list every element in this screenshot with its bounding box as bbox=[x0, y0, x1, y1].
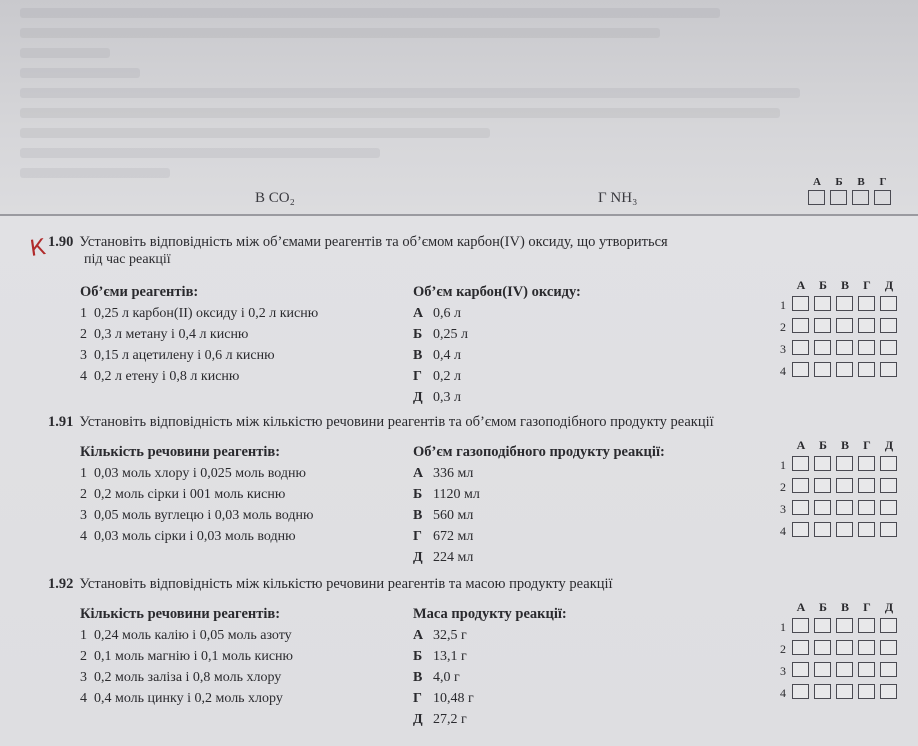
reagent-index: 2 bbox=[80, 327, 87, 342]
answer-grid bbox=[770, 600, 910, 710]
grid-row-number: 2 bbox=[780, 320, 786, 334]
answer-cell[interactable] bbox=[814, 296, 831, 311]
answer-cell[interactable] bbox=[792, 318, 809, 333]
right-column-header: Об’єм карбон(IV) оксиду: bbox=[413, 284, 581, 300]
answer-option bbox=[413, 369, 461, 385]
answer-cell[interactable] bbox=[814, 640, 831, 655]
answer-cell[interactable] bbox=[836, 456, 853, 471]
answer-cell[interactable] bbox=[814, 684, 831, 699]
grid-row-number: 3 bbox=[780, 664, 786, 678]
reagent-text: 0,2 л етену і 0,8 л кисню bbox=[94, 369, 240, 384]
option-value: 0,6 л bbox=[433, 306, 461, 321]
answer-cell[interactable] bbox=[836, 478, 853, 493]
answer-cell[interactable] bbox=[814, 618, 831, 633]
reagent-index: 2 bbox=[80, 487, 87, 502]
grid-column-header: Г bbox=[863, 278, 871, 292]
answer-cell[interactable] bbox=[792, 456, 809, 471]
answer-option bbox=[413, 529, 473, 545]
grid-column-header: Д bbox=[884, 600, 894, 614]
reagent-item bbox=[80, 487, 285, 503]
reagent-index: 4 bbox=[80, 369, 87, 384]
reagent-item bbox=[80, 369, 239, 385]
previous-option-g: Г NH₃ bbox=[598, 190, 638, 206]
reagent-item bbox=[80, 466, 306, 482]
answer-cell[interactable] bbox=[836, 296, 853, 311]
answer-cell[interactable] bbox=[858, 362, 875, 377]
option-letter: Б bbox=[413, 649, 423, 664]
previous-page bbox=[0, 0, 918, 215]
grid-column-header: В bbox=[840, 438, 849, 452]
answer-cell[interactable] bbox=[792, 296, 809, 311]
answer-cell[interactable] bbox=[880, 522, 897, 537]
previous-answer-cell[interactable] bbox=[830, 190, 847, 205]
right-column-header: Маса продукту реакції: bbox=[413, 606, 567, 622]
answer-cell[interactable] bbox=[814, 662, 831, 677]
task-number: 1.92 bbox=[48, 576, 74, 592]
answer-cell[interactable] bbox=[792, 684, 809, 699]
grid-column-header: А bbox=[796, 438, 806, 452]
answer-cell[interactable] bbox=[792, 340, 809, 355]
option-value: 13,1 г bbox=[433, 649, 467, 664]
answer-option bbox=[413, 508, 473, 524]
option-value: 10,48 г bbox=[433, 691, 474, 706]
answer-cell[interactable] bbox=[836, 640, 853, 655]
reagent-item bbox=[80, 508, 313, 524]
answer-cell[interactable] bbox=[814, 318, 831, 333]
answer-cell[interactable] bbox=[792, 662, 809, 677]
previous-answer-cell[interactable] bbox=[852, 190, 869, 205]
reagent-text: 0,2 моль сірки і 001 моль кисню bbox=[94, 487, 286, 502]
answer-cell[interactable] bbox=[880, 362, 897, 377]
answer-option bbox=[413, 390, 461, 406]
task-question: Установіть відповідність між кількістю речовини реагентів та масою продукту реакції bbox=[79, 576, 613, 592]
reagent-text: 0,4 моль цинку і 0,2 моль хлору bbox=[94, 691, 283, 706]
reagent-item bbox=[80, 306, 318, 322]
option-value: 4,0 г bbox=[433, 670, 460, 685]
answer-cell[interactable] bbox=[836, 522, 853, 537]
reagent-index: 3 bbox=[80, 348, 87, 363]
answer-grid bbox=[770, 278, 910, 388]
answer-option bbox=[413, 649, 467, 665]
answer-cell[interactable] bbox=[814, 456, 831, 471]
grid-row-number: 3 bbox=[780, 502, 786, 516]
answer-cell[interactable] bbox=[858, 500, 875, 515]
option-value: 27,2 г bbox=[433, 712, 467, 727]
option-letter: А bbox=[413, 306, 424, 321]
answer-cell[interactable] bbox=[880, 456, 897, 471]
previous-grid-header: А bbox=[813, 176, 821, 188]
grid-row-number: 3 bbox=[780, 342, 786, 356]
answer-cell[interactable] bbox=[792, 640, 809, 655]
answer-cell[interactable] bbox=[880, 662, 897, 677]
answer-cell[interactable] bbox=[792, 618, 809, 633]
answer-cell[interactable] bbox=[836, 684, 853, 699]
answer-cell[interactable] bbox=[880, 500, 897, 515]
task-question-line2: під час реакції bbox=[84, 252, 171, 267]
reagent-text: 0,3 л метану і 0,4 л кисню bbox=[94, 327, 249, 342]
reagent-text: 0,15 л ацетилену і 0,6 л кисню bbox=[94, 348, 275, 363]
grid-column-header: В bbox=[840, 278, 849, 292]
task-number: 1.91 bbox=[48, 414, 74, 430]
previous-answer-cell[interactable] bbox=[874, 190, 891, 205]
task-number: 1.90 bbox=[48, 234, 74, 250]
answer-cell[interactable] bbox=[814, 500, 831, 515]
answer-cell[interactable] bbox=[858, 340, 875, 355]
option-value: 560 мл bbox=[433, 508, 474, 523]
answer-option bbox=[413, 670, 460, 686]
grid-row-number: 4 bbox=[780, 686, 786, 700]
answer-cell[interactable] bbox=[880, 296, 897, 311]
grid-column-header: Б bbox=[819, 438, 827, 452]
answer-cell[interactable] bbox=[792, 522, 809, 537]
reagent-item bbox=[80, 649, 293, 665]
option-value: 0,3 л bbox=[433, 390, 461, 405]
answer-cell[interactable] bbox=[792, 362, 809, 377]
grid-column-header: Б bbox=[819, 600, 827, 614]
option-value: 32,5 г bbox=[433, 628, 467, 643]
answer-cell[interactable] bbox=[858, 640, 875, 655]
task-1-90-title bbox=[48, 234, 898, 251]
answer-option bbox=[413, 628, 467, 644]
option-letter: Д bbox=[413, 390, 423, 405]
answer-cell[interactable] bbox=[836, 362, 853, 377]
reagent-text: 0,03 моль хлору і 0,025 моль водню bbox=[94, 466, 306, 481]
option-letter: Г bbox=[413, 691, 422, 706]
reagent-item bbox=[80, 529, 296, 545]
option-value: 224 мл bbox=[433, 550, 474, 565]
left-column-header: Кількість речовини реагентів: bbox=[80, 606, 281, 622]
answer-option bbox=[413, 691, 474, 707]
answer-cell[interactable] bbox=[880, 684, 897, 699]
answer-cell[interactable] bbox=[836, 318, 853, 333]
left-column-header: Кількість речовини реагентів: bbox=[80, 444, 281, 460]
previous-grid-header: В bbox=[857, 176, 865, 188]
correction-mark: К bbox=[28, 235, 48, 262]
answer-option bbox=[413, 487, 480, 503]
answer-cell[interactable] bbox=[814, 478, 831, 493]
right-column-header: Об’єм газоподібного продукту реакції: bbox=[413, 444, 665, 460]
reagent-text: 0,1 моль магнію і 0,1 моль кисню bbox=[94, 649, 294, 664]
option-value: 0,2 л bbox=[433, 369, 461, 384]
answer-cell[interactable] bbox=[792, 500, 809, 515]
option-letter: Д bbox=[413, 712, 423, 727]
answer-cell[interactable] bbox=[836, 500, 853, 515]
option-letter: Б bbox=[413, 327, 423, 342]
grid-row-number: 2 bbox=[780, 642, 786, 656]
grid-row-number: 1 bbox=[780, 298, 786, 312]
textbook-page bbox=[0, 214, 918, 746]
option-letter: В bbox=[413, 670, 423, 685]
reagent-text: 0,24 моль калію і 0,05 моль азоту bbox=[94, 628, 292, 643]
option-value: 0,25 л bbox=[433, 327, 468, 342]
reagent-item bbox=[80, 670, 281, 686]
option-letter: А bbox=[413, 628, 424, 643]
previous-option-b: В CO₂ bbox=[255, 190, 295, 206]
option-letter: В bbox=[413, 508, 423, 523]
answer-cell[interactable] bbox=[858, 522, 875, 537]
reagent-item bbox=[80, 628, 292, 644]
previous-page-bottom-row bbox=[0, 186, 918, 214]
answer-cell[interactable] bbox=[880, 318, 897, 333]
answer-option bbox=[413, 348, 461, 364]
previous-answer-cell[interactable] bbox=[808, 190, 825, 205]
answer-cell[interactable] bbox=[858, 662, 875, 677]
reagent-item bbox=[80, 691, 283, 707]
answer-cell[interactable] bbox=[858, 296, 875, 311]
task-question: Установіть відповідність між кількістю речовини реагентів та об’ємом газоподібного продукту реакції bbox=[79, 414, 714, 430]
reagent-index: 1 bbox=[80, 306, 87, 321]
task-1-92-title bbox=[48, 576, 898, 593]
previous-grid-header: Г bbox=[879, 176, 887, 188]
reagent-index: 3 bbox=[80, 508, 87, 523]
answer-option bbox=[413, 550, 473, 566]
option-letter: Г bbox=[413, 369, 422, 384]
answer-option bbox=[413, 466, 473, 482]
answer-cell[interactable] bbox=[814, 362, 831, 377]
previous-answer-grid bbox=[808, 176, 908, 212]
reagent-index: 2 bbox=[80, 649, 87, 664]
option-value: 0,4 л bbox=[433, 348, 461, 363]
answer-cell[interactable] bbox=[792, 478, 809, 493]
answer-option bbox=[413, 712, 467, 728]
answer-cell[interactable] bbox=[814, 340, 831, 355]
reagent-item bbox=[80, 327, 248, 343]
grid-column-header: А bbox=[796, 278, 806, 292]
answer-cell[interactable] bbox=[814, 522, 831, 537]
answer-cell[interactable] bbox=[880, 618, 897, 633]
reagent-text: 0,25 л карбон(II) оксиду і 0,2 л кисню bbox=[94, 306, 319, 321]
reagent-index: 4 bbox=[80, 691, 87, 706]
option-value: 336 мл bbox=[433, 466, 474, 481]
reagent-index: 4 bbox=[80, 529, 87, 544]
task-1-91-title bbox=[48, 414, 898, 431]
reagent-text: 0,03 моль сірки і 0,03 моль водню bbox=[94, 529, 296, 544]
grid-column-header: Б bbox=[819, 278, 827, 292]
answer-cell[interactable] bbox=[858, 618, 875, 633]
grid-row-number: 4 bbox=[780, 524, 786, 538]
option-letter: Б bbox=[413, 487, 423, 502]
option-value: 672 мл bbox=[433, 529, 474, 544]
reagent-text: 0,05 моль вуглецю і 0,03 моль водню bbox=[94, 508, 314, 523]
answer-option bbox=[413, 306, 461, 322]
reagent-index: 1 bbox=[80, 466, 87, 481]
answer-option bbox=[413, 327, 468, 343]
grid-row-number: 2 bbox=[780, 480, 786, 494]
answer-cell[interactable] bbox=[880, 478, 897, 493]
answer-cell[interactable] bbox=[858, 456, 875, 471]
reagent-text: 0,2 моль заліза і 0,8 моль хлору bbox=[94, 670, 282, 685]
grid-column-header: Д bbox=[884, 438, 894, 452]
grid-row-number: 4 bbox=[780, 364, 786, 378]
option-letter: Г bbox=[413, 529, 422, 544]
task-question: Установіть відповідність між об’ємами реагентів та об’ємом карбон(IV) оксиду, що утвориться bbox=[79, 234, 668, 250]
left-column-header: Об’єми реагентів: bbox=[80, 284, 199, 300]
option-letter: Д bbox=[413, 550, 423, 565]
answer-cell[interactable] bbox=[858, 684, 875, 699]
grid-column-header: Д bbox=[884, 278, 894, 292]
grid-row-number: 1 bbox=[780, 458, 786, 472]
reagent-index: 1 bbox=[80, 628, 87, 643]
answer-cell[interactable] bbox=[836, 340, 853, 355]
option-letter: А bbox=[413, 466, 424, 481]
option-value: 1120 мл bbox=[433, 487, 480, 502]
answer-cell[interactable] bbox=[858, 478, 875, 493]
grid-row-number: 1 bbox=[780, 620, 786, 634]
answer-cell[interactable] bbox=[836, 662, 853, 677]
answer-cell[interactable] bbox=[858, 318, 875, 333]
grid-column-header: А bbox=[796, 600, 806, 614]
option-letter: В bbox=[413, 348, 423, 363]
grid-column-header: Г bbox=[863, 600, 871, 614]
answer-grid bbox=[770, 438, 910, 548]
grid-column-header: Г bbox=[863, 438, 871, 452]
answer-cell[interactable] bbox=[880, 340, 897, 355]
reagent-index: 3 bbox=[80, 670, 87, 685]
previous-grid-header: Б bbox=[835, 176, 843, 188]
grid-column-header: В bbox=[840, 600, 849, 614]
reagent-item bbox=[80, 348, 275, 364]
answer-cell[interactable] bbox=[880, 640, 897, 655]
answer-cell[interactable] bbox=[836, 618, 853, 633]
